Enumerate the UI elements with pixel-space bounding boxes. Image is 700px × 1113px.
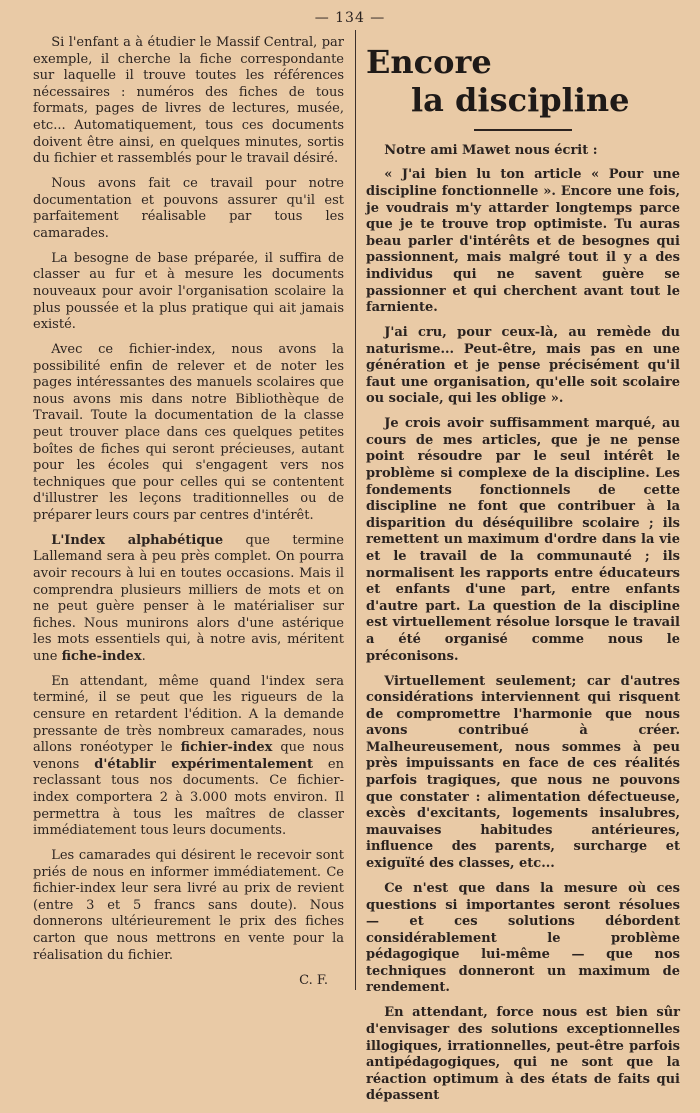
paragraph: La besogne de base préparée, il suffira de classer au fur et à mesure les documents nouveaux pour avoir l'organisation scolaire la plus poussée et la plus pratique qui ait jamais existé.	[33, 250, 344, 333]
bold-term: d'établir expérimentalement	[94, 756, 313, 772]
paragraph: Si l'enfant a à étudier le Massif Central, par exemple, il cherche la fiche correspondante sur laquelle il trouve toutes les références nécessaires : numéros des fiches de tous formats, pages de livres de lectures, musée, etc... Automatiquement, tous ces documents doivent être ainsi, en quelques minutes, sortis du fichier et rassemblés pour le travail désiré.	[33, 35, 344, 167]
title-line-1: Encore	[366, 43, 492, 81]
paragraph: « J'ai bien lu ton article « Pour une discipline fonctionnelle ». Encore une fois, je voudrais m'y attarder longtemps parce que je te trouve trop optimiste. Tu auras beau parler d'intérêts et de besognes qui passionnent, mais malgré tout il y a des individus qui ne savent guère se passionner et qui cherchent avant tout le farniente.	[366, 167, 680, 316]
article-title	[366, 43, 680, 119]
paragraph: Je crois avoir suffisamment marqué, au cours de mes articles, que je ne pense point résoudre par le seul intérêt le problème si complexe de la discipline. Les fondements fonctionnels de cette discipline ne font que contribuer à la disparition du déséquilibre scolaire ; ils remettent un maximum d'ordre dans la vie et le travail de la communauté ; ils normalisent les rapports entre éducateurs et enfants d'une part, entre enfants d'autre part. La question de la discipline est virtuellement résolue lorsque le travail a été organisé comme nous le préconisons.	[366, 416, 680, 664]
title-line-2: la discipline	[411, 81, 630, 119]
column-divider	[355, 30, 356, 990]
left-column	[33, 35, 344, 997]
page-number: — 134 —	[314, 10, 386, 26]
paragraph: Les camarades qui désirent le recevoir sont priés de nous en informer immédiatement. Ce fichier-index leur sera livré au prix de revient (entre 3 et 5 francs sans doute). Nous donnerons ultérieurement le prix des fiches carton que nous mettrons en vente pour la réalisation du fichier.	[33, 848, 344, 963]
paragraph: Virtuellement seulement; car d'autres considérations interviennent qui risquent de compromettre l'harmonie que nous avons contribué à créer. Malheureusement, nous sommes à peu près impuissants en face de ces réalités parfois tragiques, que nous ne pouvons que constater : alimentation défectueuse, excès d'excitants, logements insalubres, mauvaises habitudes antérieures, influence des parents, surcharge et exiguïté des classes, etc...	[366, 673, 680, 872]
paragraph: Nous avons fait ce travail pour notre documentation et pouvons assurer qu'il est parfaitement réalisable par tous les camarades.	[33, 176, 344, 241]
bold-term: fichier-index	[180, 740, 273, 756]
paragraph: Avec ce fichier-index, nous avons la possibilité enfin de relever et de noter les pages intéressantes des manuels scolaires que nous avons mis dans notre Bibliothèque de Travail. Toute la documentation de la classe peut trouver place dans ces quelques petites boîtes de fiches qui seront précieuses, autant pour les écoles qui s'engagent vers nos techniques que pour celles qui se contentent d'illustrer les leçons traditionnelles ou de préparer leurs cours par centres d'intérêt.	[33, 341, 344, 523]
title-rule	[474, 129, 572, 131]
paragraph: J'ai cru, pour ceux-là, au remède du naturisme... Peut-être, mais pas en une génération et je pense précisément qu'il faut une organisation, qu'elle soit scolaire ou sociale, qui les oblige ».	[366, 325, 680, 407]
bold-term: fiche-index	[61, 648, 142, 664]
bold-term: L'Index alphabétique	[51, 532, 224, 548]
paragraph: En attendant, force nous est bien sûr d'envisager des solutions exceptionnelles illogiques, irrationnelles, peut-être parfois antipédagogiques, qui ne sont que la réaction optimum à des états de faits qui dépassent	[366, 1005, 680, 1104]
paragraph-fichier-index: En attendant, même quand l'index sera terminé, il se peut que les rigueurs de la censure en retardent l'édition. A la demande pressante de très nombreux camarades, nous allons ronéotyper le fichier-index que nous venons d'établir expérimentalement en reclassant tous nos documents. Ce fichier-index comportera 2 à 3.000 mots environ. Il permettra à tous les maîtres de classer immédiatement tous leurs documents.	[33, 673, 344, 839]
paragraph: Notre ami Mawet nous écrit :	[384, 142, 598, 158]
paragraph: Ce n'est que dans la mesure où ces questions si importantes seront résolues — et ces solutions débordent considérablement le problème pédagogique lui-même — que nos techniques donneront un maximum de rendement.	[366, 880, 680, 996]
right-column	[366, 35, 680, 1113]
signature: C. F.	[299, 972, 328, 988]
paragraph-index-alphabetique: L'Index alphabétique que termine Lallemand sera à peu près complet. On pourra avoir recours à lui en toutes occasions. Mais il comprendra plusieurs milliers de mots et on ne peut guère penser à le matérialiser sur fiches. Nous munirons alors d'une astérique les mots essentiels qui, à notre avis, méritent une fiche-index.	[33, 532, 344, 664]
